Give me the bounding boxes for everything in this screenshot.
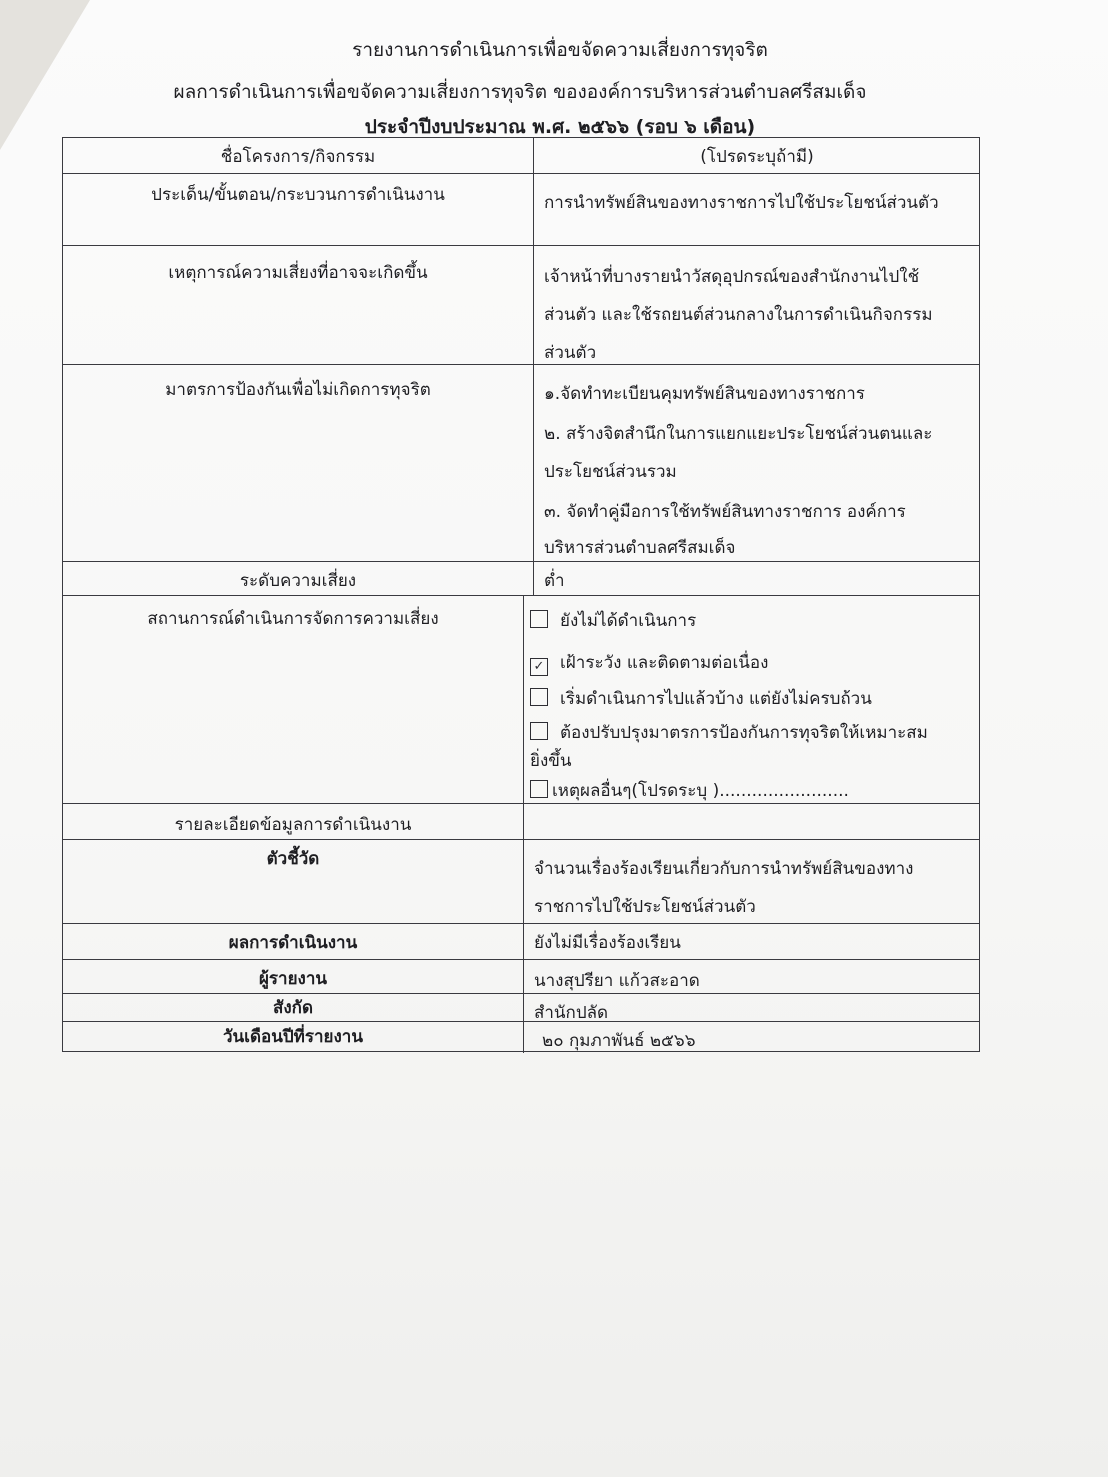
status-label: สถานการณ์ดำเนินการจัดการความเสี่ยง (147, 609, 439, 629)
row-affiliation (63, 994, 979, 1022)
details-label: รายละเอียดข้อมูลการดำเนินงาน (174, 815, 412, 835)
report-date-value: ๒๐ กุมภาพันธ์ ๒๕๖๖ (542, 1031, 696, 1051)
row-measures (63, 365, 979, 562)
risk-event-line: เจ้าหน้าที่บางรายนำวัสดุอุปกรณ์ของสำนักงานไปใช้ (544, 267, 920, 287)
status-option-monitoring[interactable]: ✓ เฝ้าระวัง และติดตามต่อเนื่อง (530, 652, 768, 676)
indicator-line: จำนวนเรื่องร้องเรียนเกี่ยวกับการนำทรัพย์สินของทาง (534, 859, 914, 879)
measure-item-3-cont: บริหารส่วนตำบลศรีสมเด็จ (544, 538, 736, 558)
check-mark-icon: ✓ (533, 659, 545, 674)
result-value: ยังไม่มีเรื่องร้องเรียน (534, 933, 681, 953)
checkbox-icon[interactable] (530, 688, 548, 706)
row-risk-level (63, 562, 979, 596)
report-date-label: วันเดือนปีที่รายงาน (223, 1027, 363, 1047)
project-label: ชื่อโครงการ/กิจกรรม (220, 147, 376, 167)
row-process (63, 174, 979, 246)
affiliation-label: สังกัด (272, 998, 313, 1018)
row-reporter (63, 960, 979, 994)
status-option-partially-done[interactable]: เริ่มดำเนินการไปแล้วบ้าง แต่ยังไม่ครบถ้วน (530, 688, 872, 710)
measure-item-3: ๓. จัดทำคู่มือการใช้ทรัพย์สินทางราชการ องค์การ (544, 502, 906, 522)
status-option-not-started[interactable]: ยังไม่ได้ดำเนินการ (530, 610, 696, 632)
measures-label: มาตรการป้องกันเพื่อไม่เกิดการทุจริต (165, 380, 431, 400)
risk-level-value: ต่ำ (544, 571, 565, 591)
row-risk-event (63, 246, 979, 365)
row-details (63, 804, 979, 840)
checkbox-icon[interactable] (530, 722, 548, 740)
row-project (63, 138, 979, 174)
affiliation-value: สำนักปลัด (534, 1003, 609, 1023)
checkbox-checked-icon[interactable] (530, 658, 548, 676)
project-value: (โปรดระบุถ้ามี) (700, 147, 814, 167)
process-value: การนำทรัพย์สินของทางราชการไปใช้ประโยชน์ส่วนตัว (544, 193, 939, 213)
reporter-value: นางสุปรียา แก้วสะอาด (534, 971, 700, 991)
report-title: รายงานการดำเนินการเพื่อขจัดความเสี่ยงการทุจริต (352, 39, 768, 61)
measure-item-1: ๑.จัดทำทะเบียนคุมทรัพย์สินของทางราชการ (544, 384, 865, 404)
status-option-improve-measures-cont: ยิ่งขึ้น (530, 751, 572, 771)
measure-item-2: ๒. สร้างจิตสำนึกในการแยกแยะประโยชน์ส่วนตนและ (544, 424, 933, 444)
row-status (63, 596, 979, 804)
checkbox-icon[interactable] (530, 610, 548, 628)
risk-event-line: ส่วนตัว และใช้รถยนต์ส่วนกลางในการดำเนินกิจกรรม (544, 305, 933, 325)
risk-event-label: เหตุการณ์ความเสี่ยงที่อาจจะเกิดขึ้น (168, 263, 428, 283)
checkbox-icon[interactable] (530, 780, 548, 798)
risk-event-line: ส่วนตัว (544, 343, 597, 363)
row-report-date (63, 1022, 979, 1053)
result-label: ผลการดำเนินงาน (228, 933, 358, 953)
indicator-label: ตัวชี้วัด (266, 849, 320, 869)
report-subtitle: ผลการดำเนินการเพื่อขจัดความเสี่ยงการทุจริต ขององค์การบริหารส่วนตำบลศรีสมเด็จ (173, 81, 867, 103)
measure-item-2-cont: ประโยชน์ส่วนรวม (544, 462, 677, 482)
process-label: ประเด็น/ขั้นตอน/กระบวนการดำเนินงาน (151, 185, 445, 205)
indicator-line: ราชการไปใช้ประโยชน์ส่วนตัว (534, 897, 756, 917)
risk-report-table (62, 137, 980, 1052)
row-indicator (63, 840, 979, 924)
row-result (63, 924, 979, 960)
reporter-label: ผู้รายงาน (258, 969, 328, 989)
risk-level-label: ระดับความเสี่ยง (239, 571, 357, 591)
status-option-other[interactable]: เหตุผลอื่นๆ(โปรดระบุ )........................ (530, 780, 849, 802)
status-option-improve-measures[interactable]: ต้องปรับปรุงมาตรการป้องกันการทุจริตให้เหมาะสม (530, 722, 928, 744)
report-fiscal-year: ประจำปีงบประมาณ พ.ศ. ๒๕๖๖ (รอบ ๖ เดือน) (364, 116, 756, 138)
